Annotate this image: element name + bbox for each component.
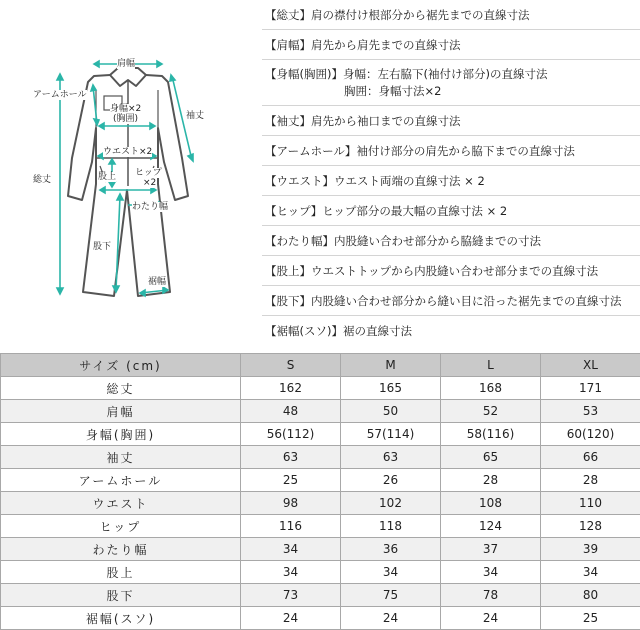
table-row — [1, 469, 640, 492]
column-header-l: L — [441, 354, 541, 377]
definition-term: 【股下】 — [265, 294, 311, 308]
table-cell: 78 — [441, 584, 541, 607]
table-cell: 34 — [541, 561, 640, 584]
table-cell: 165 — [341, 377, 441, 400]
row-label: 身幅(胸囲) — [1, 423, 241, 446]
row-label: ヒップ — [1, 515, 241, 538]
table-cell: 128 — [541, 515, 640, 538]
table-cell: 98 — [241, 492, 341, 515]
row-label: わたり幅 — [1, 538, 241, 561]
definition-text: 【ヒップ】ヒップ部分の最大幅の直線寸法 × 2 — [265, 203, 507, 219]
table-cell: 28 — [541, 469, 640, 492]
label-rise: 股上 — [98, 172, 116, 182]
definition-term: 【股上】 — [265, 264, 311, 278]
row-label: ウエスト — [1, 492, 241, 515]
definition-term: 【わたり幅】 — [265, 234, 334, 248]
label-chest-girth: (胸囲) — [113, 114, 138, 124]
definition-term: 【袖丈】 — [265, 114, 311, 128]
table-cell: 26 — [341, 469, 441, 492]
table-cell: 34 — [341, 561, 441, 584]
table-cell: 116 — [241, 515, 341, 538]
definition-row — [262, 0, 640, 30]
table-cell: 118 — [341, 515, 441, 538]
row-label: 肩幅 — [1, 400, 241, 423]
label-total-length: 総丈 — [33, 175, 51, 185]
definition-term: 【総丈】 — [265, 8, 311, 22]
definition-row — [262, 256, 640, 286]
table-row — [1, 492, 640, 515]
table-cell: 48 — [241, 400, 341, 423]
definition-text: 【アームホール】袖付け部分の肩先から脇下までの直線寸法 — [265, 143, 575, 159]
measurement-definitions — [262, 0, 640, 346]
table-cell: 34 — [441, 561, 541, 584]
table-cell: 36 — [341, 538, 441, 561]
definition-row — [262, 316, 640, 346]
table-cell: 50 — [341, 400, 441, 423]
table-cell: 80 — [541, 584, 640, 607]
table-cell: 25 — [541, 607, 640, 630]
definition-text: 【袖丈】肩先から袖口までの直線寸法 — [265, 113, 461, 129]
label-waist: ウエスト×2 — [103, 147, 152, 157]
definition-text: 【股下】内股縫い合わせ部分から縫い目に沿った裾先までの直線寸法 — [265, 293, 622, 309]
table-row — [1, 377, 640, 400]
table-header-row — [1, 354, 640, 377]
row-label: 総丈 — [1, 377, 241, 400]
definition-row — [262, 136, 640, 166]
row-label: 股上 — [1, 561, 241, 584]
table-row — [1, 423, 640, 446]
label-armhole: アームホール — [33, 90, 87, 100]
definition-text: 胸囲：身幅寸法×2 — [265, 83, 547, 100]
table-row — [1, 446, 640, 469]
definition-text: 【裾幅(スソ)】裾の直線寸法 — [265, 323, 412, 339]
coverall-illustration — [0, 0, 262, 340]
label-hip-x2: ×2 — [143, 178, 156, 188]
table-cell: 58(116) — [441, 423, 541, 446]
table-cell: 162 — [241, 377, 341, 400]
row-label: 袖丈 — [1, 446, 241, 469]
definition-row — [262, 196, 640, 226]
table-cell: 168 — [441, 377, 541, 400]
table-row — [1, 584, 640, 607]
table-cell: 73 — [241, 584, 341, 607]
row-label: アームホール — [1, 469, 241, 492]
label-chest-width: 身幅×2 — [110, 104, 141, 114]
column-header-xl: XL — [541, 354, 640, 377]
definition-text: 【わたり幅】内股縫い合わせ部分から脇縫までの寸法 — [265, 233, 541, 249]
table-row — [1, 538, 640, 561]
table-cell: 52 — [441, 400, 541, 423]
table-cell: 53 — [541, 400, 640, 423]
definition-term: 【ヒップ】 — [265, 204, 322, 218]
table-row — [1, 515, 640, 538]
definition-row — [262, 30, 640, 60]
definition-text: 【身幅(胸囲)】身幅：左右脇下(袖付け部分)の直線寸法 — [265, 66, 547, 83]
table-cell: 63 — [341, 446, 441, 469]
definition-term: 【身幅(胸囲)】 — [265, 67, 343, 81]
definition-row — [262, 226, 640, 256]
table-cell: 108 — [441, 492, 541, 515]
definition-row — [262, 166, 640, 196]
column-header-m: M — [341, 354, 441, 377]
column-header-size: サイズ (cm) — [1, 354, 241, 377]
definition-row — [262, 60, 640, 106]
definition-text: 【ウエスト】ウエスト両端の直線寸法 × 2 — [265, 173, 485, 189]
table-cell: 171 — [541, 377, 640, 400]
table-cell: 60(120) — [541, 423, 640, 446]
size-chart-table — [0, 353, 640, 630]
definition-text: 【総丈】肩の襟付け根部分から裾先までの直線寸法 — [265, 7, 530, 23]
definition-term: 【肩幅】 — [265, 38, 311, 52]
definition-row — [262, 286, 640, 316]
label-hip: ヒップ — [135, 168, 162, 178]
table-cell: 63 — [241, 446, 341, 469]
definition-text: 【肩幅】肩先から肩先までの直線寸法 — [265, 37, 461, 53]
table-cell: 24 — [241, 607, 341, 630]
label-thigh-width: わたり幅 — [132, 202, 168, 212]
table-cell: 56(112) — [241, 423, 341, 446]
table-row — [1, 400, 640, 423]
table-cell: 34 — [241, 538, 341, 561]
row-label: 股下 — [1, 584, 241, 607]
label-shoulder-width: 肩幅 — [117, 59, 135, 69]
table-cell: 25 — [241, 469, 341, 492]
table-cell: 124 — [441, 515, 541, 538]
table-row — [1, 607, 640, 630]
table-cell: 24 — [441, 607, 541, 630]
definition-term: 【アームホール】 — [265, 144, 356, 158]
table-cell: 39 — [541, 538, 640, 561]
label-sleeve-length: 袖丈 — [186, 111, 204, 121]
table-cell: 34 — [241, 561, 341, 584]
table-cell: 75 — [341, 584, 441, 607]
definition-row — [262, 106, 640, 136]
table-cell: 57(114) — [341, 423, 441, 446]
label-hem-width: 裾幅 — [148, 277, 166, 287]
table-cell: 24 — [341, 607, 441, 630]
row-label: 裾幅(スソ) — [1, 607, 241, 630]
table-cell: 37 — [441, 538, 541, 561]
table-cell: 66 — [541, 446, 640, 469]
coverall-size-diagram — [0, 0, 262, 340]
label-inseam: 股下 — [93, 242, 111, 252]
table-row — [1, 561, 640, 584]
definition-term: 【ウエスト】 — [265, 174, 334, 188]
table-cell: 110 — [541, 492, 640, 515]
column-header-s: S — [241, 354, 341, 377]
table-cell: 102 — [341, 492, 441, 515]
table-cell: 28 — [441, 469, 541, 492]
definition-text: 【股上】ウエストトップから内股縫い合わせ部分までの直線寸法 — [265, 263, 598, 279]
definition-term: 【裾幅(スソ)】 — [265, 324, 343, 338]
table-cell: 65 — [441, 446, 541, 469]
